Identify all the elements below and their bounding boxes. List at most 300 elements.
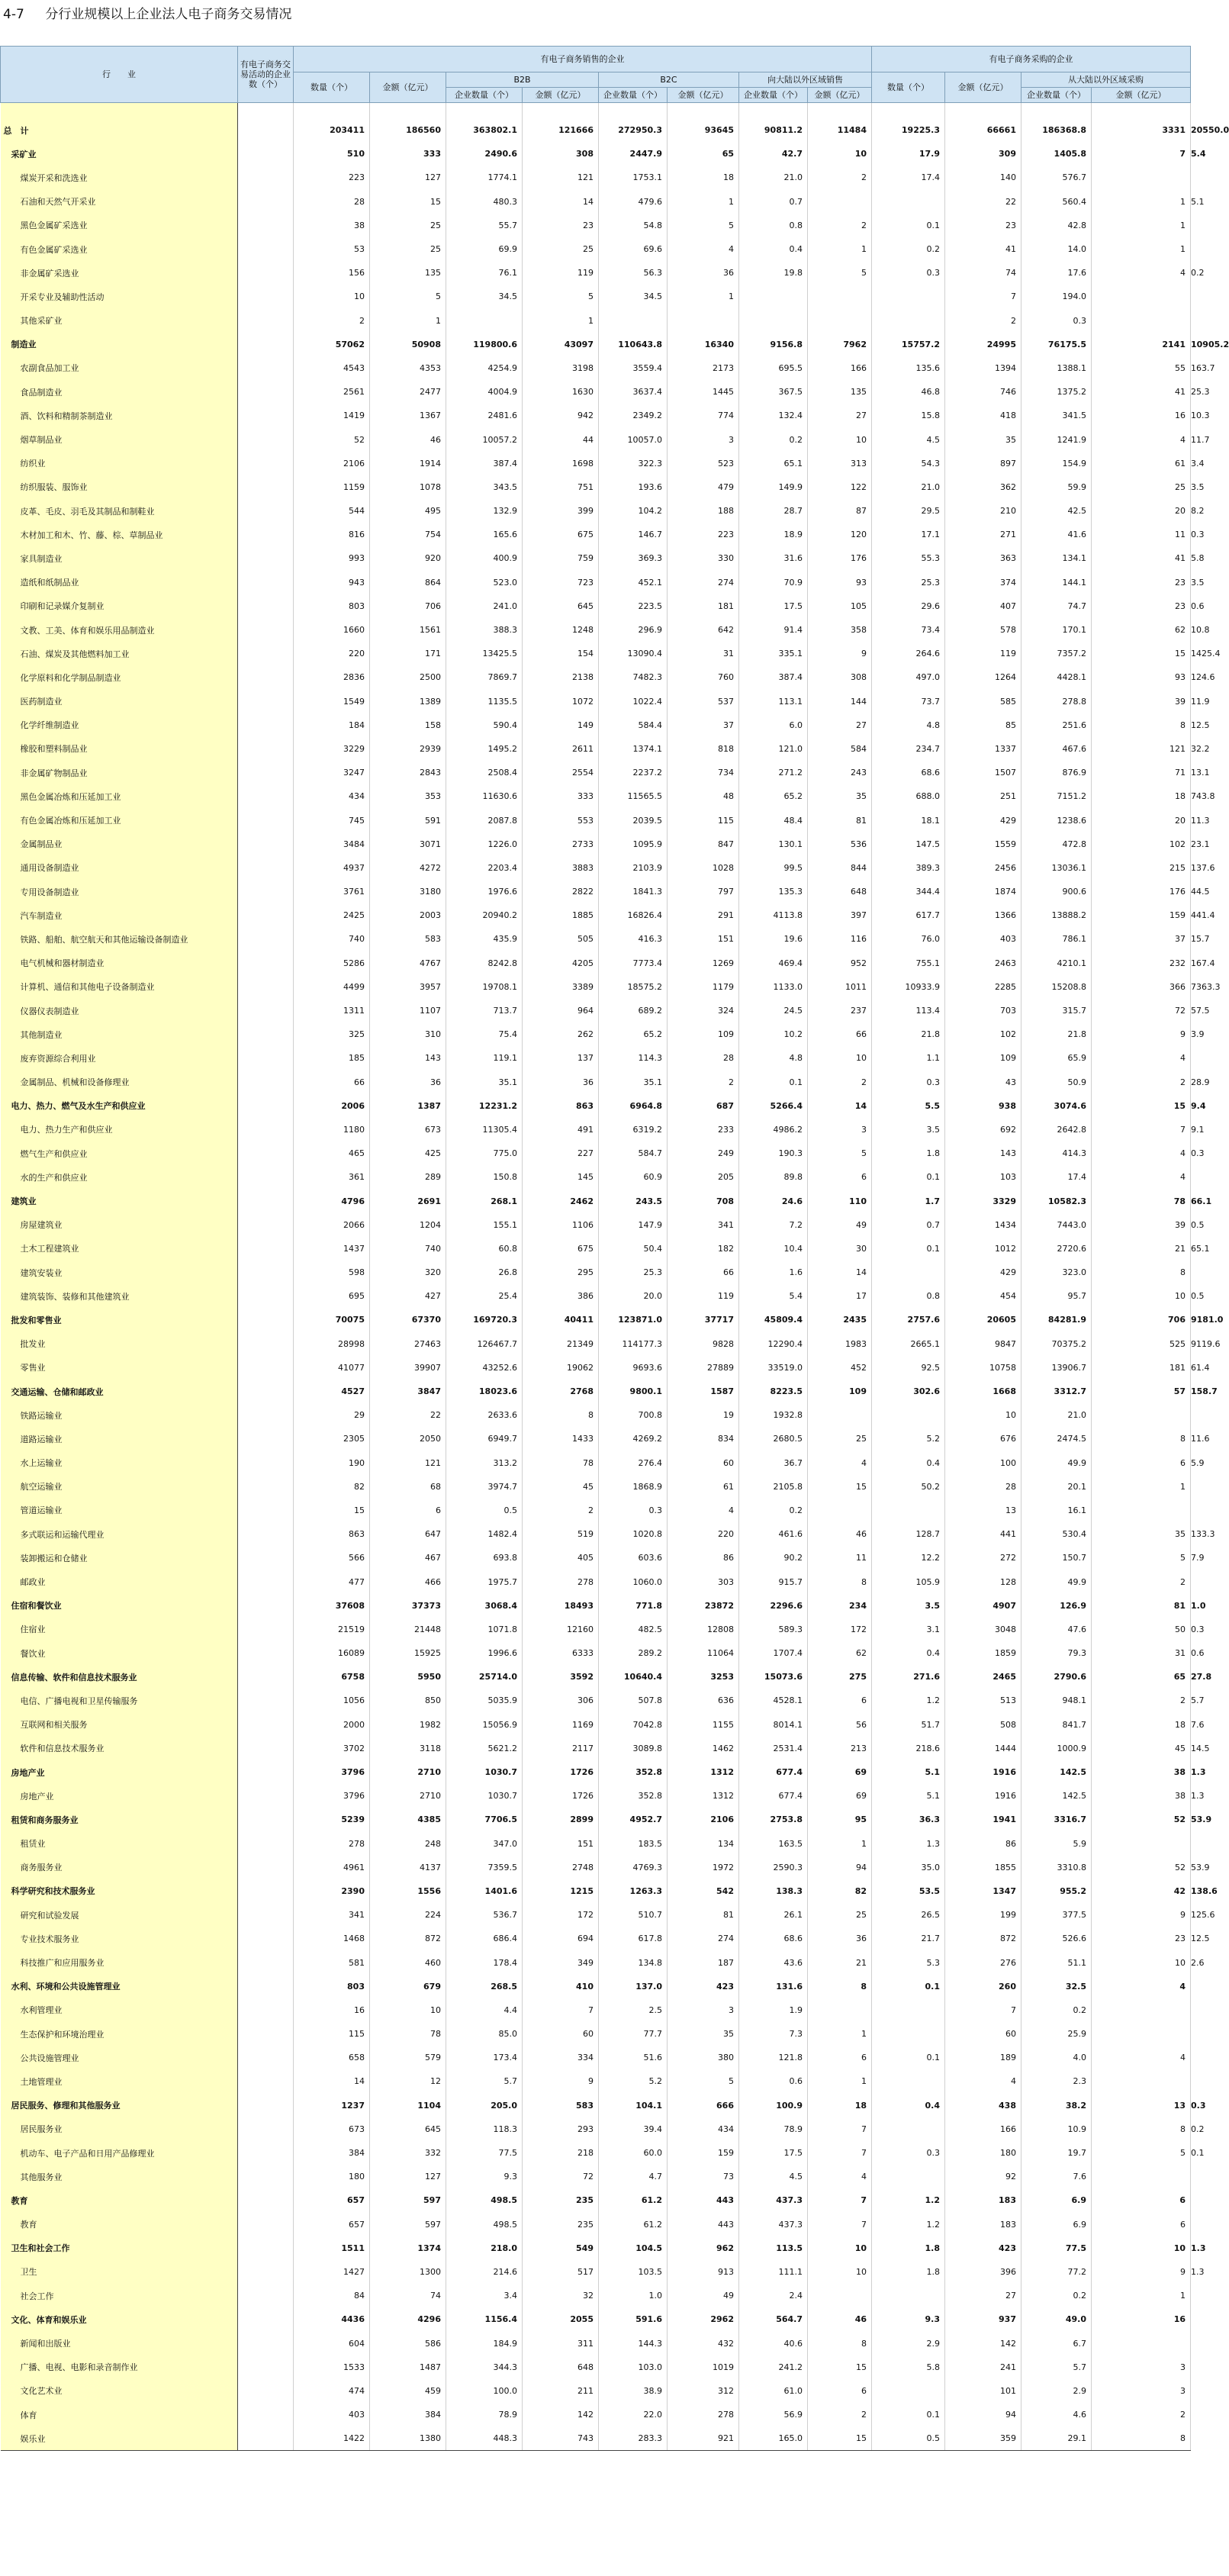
- value-cell: 403: [945, 927, 1021, 951]
- value-cell: 2006: [294, 1094, 370, 1118]
- spacer-cell: [238, 571, 294, 594]
- table-row: 房地产业 3796 2710 1030.7 1726 352.8 1312 677.4 69 5.1 1916 142.5 38 1.3: [1, 1784, 1191, 1808]
- industry-name: 开采专业及辅助性活动: [1, 285, 238, 308]
- value-cell: 0.2: [872, 237, 945, 261]
- value-cell: 5.4: [739, 1284, 808, 1308]
- value-cell: 50.9: [1021, 1071, 1092, 1094]
- value-cell: 566: [294, 1546, 370, 1570]
- value-cell: 5: [668, 214, 739, 237]
- value-cell: 15: [808, 1475, 872, 1499]
- value-cell: 1241.9: [1021, 427, 1092, 451]
- value-cell: 132.4: [739, 404, 808, 427]
- value-cell: 22: [370, 1403, 446, 1427]
- value-cell: 5239: [294, 1808, 370, 1831]
- value-cell: 452.1: [599, 571, 668, 594]
- value-cell: 82: [808, 1879, 872, 1903]
- value-cell: 1347: [945, 1879, 1021, 1903]
- value-cell: 429: [945, 808, 1021, 832]
- value-cell: 2: [808, 1071, 872, 1094]
- value-cell: 320: [370, 1261, 446, 1284]
- value-cell: 774: [668, 404, 739, 427]
- value-cell: 367.5: [739, 380, 808, 404]
- value-cell: 0.3: [872, 1071, 945, 1094]
- value-cell: 3198: [523, 356, 599, 380]
- value-cell: 5.1: [872, 1760, 945, 1784]
- value-cell: 387.4: [446, 452, 523, 475]
- value-cell: 4986.2: [739, 1118, 808, 1141]
- spacer-cell: [238, 1927, 294, 1950]
- industry-name: 科技推广和应用服务业: [1, 1950, 238, 1974]
- header-overseas-sales: 向大陆以外区域销售: [739, 72, 872, 88]
- value-cell: 1: [668, 285, 739, 308]
- value-cell: 180: [294, 2165, 370, 2188]
- value-cell: 7: [945, 285, 1021, 308]
- header-sales-group: 有电子商务销售的企业: [294, 47, 872, 72]
- value-cell: 32: [523, 2284, 599, 2307]
- value-cell: 67370: [370, 1308, 446, 1331]
- industry-name: 零售业: [1, 1356, 238, 1380]
- value-cell: 77.5: [446, 2141, 523, 2165]
- spacer-cell: [238, 499, 294, 523]
- value-cell: 3637.4: [599, 380, 668, 404]
- value-cell: 1511: [294, 2236, 370, 2260]
- value-cell: 181: [668, 594, 739, 618]
- value-cell: 5: [1092, 2141, 1191, 2165]
- value-cell: 234: [808, 1594, 872, 1618]
- value-cell: 37: [1092, 927, 1191, 951]
- value-cell: 68.6: [872, 761, 945, 784]
- table-row: [1, 2165, 1191, 2188]
- spacer-cell: [238, 1570, 294, 1593]
- value-cell: 6: [808, 2046, 872, 2069]
- value-cell: 4296: [370, 2307, 446, 2331]
- value-cell: 384: [370, 2403, 446, 2426]
- value-cell: 438: [945, 2094, 1021, 2117]
- value-cell: 26.5: [872, 1903, 945, 1927]
- value-cell: 25.4: [446, 1284, 523, 1308]
- value-cell: 1388.1: [1021, 356, 1092, 380]
- value-cell: 1: [1092, 237, 1191, 261]
- industry-name: 批发业: [1, 1332, 238, 1356]
- industry-name: 租赁业: [1, 1832, 238, 1856]
- value-cell: 5.3: [872, 1950, 945, 1974]
- value-cell: 121.8: [739, 2046, 808, 2069]
- spacer-cell: [238, 1332, 294, 1356]
- industry-name: 多式联运和运输代理业: [1, 1522, 238, 1546]
- spacer-cell: [238, 2069, 294, 2093]
- value-cell: 312: [668, 2379, 739, 2403]
- value-cell: 55.7: [446, 214, 523, 237]
- value-cell: 1422: [294, 2426, 370, 2451]
- data-table: [0, 46, 1229, 2451]
- value-cell: 658: [294, 2046, 370, 2069]
- value-cell: 388.3: [446, 618, 523, 642]
- value-cell: 91.4: [739, 618, 808, 642]
- value-cell: 2106: [668, 1808, 739, 1831]
- value-cell: 227: [523, 1141, 599, 1165]
- industry-name: 医药制造业: [1, 690, 238, 713]
- table-row: 批发业 28998 27463 126467.7 21349 114177.3 9828 12290.4 1983 2665.1 9847 70375.2 525 9119.6: [1, 1332, 1191, 1356]
- spacer-cell: [238, 2403, 294, 2426]
- value-cell: 105: [808, 594, 872, 618]
- value-cell: 10933.9: [872, 975, 945, 999]
- value-cell: 429: [945, 1261, 1021, 1284]
- value-cell: 35.1: [446, 1071, 523, 1094]
- table-row: [1, 2284, 1191, 2307]
- value-cell: 466: [370, 1570, 446, 1593]
- value-cell: 85: [945, 713, 1021, 737]
- table-row: [1, 2307, 1191, 2331]
- table-row: 总 计 203411 186560 363802.1 121666 272950.3 93645 90811.2 11484 19225.3 66661 186368.8 3331 20550.0: [1, 103, 1191, 143]
- value-cell: 3.1: [872, 1618, 945, 1641]
- value-cell: 330: [668, 546, 739, 570]
- value-cell: 344.4: [872, 880, 945, 903]
- value-cell: 537: [668, 690, 739, 713]
- value-cell: 425: [370, 1141, 446, 1165]
- value-cell: 0.7: [872, 1213, 945, 1237]
- value-cell: 2: [523, 1499, 599, 1522]
- value-cell: 432: [668, 2331, 739, 2355]
- value-cell: 469.4: [739, 952, 808, 975]
- value-cell: 121.0: [739, 737, 808, 761]
- value-cell: 480.3: [446, 190, 523, 214]
- value-cell: 536.7: [446, 1903, 523, 1927]
- value-cell: 333: [370, 142, 446, 166]
- value-cell: 6.7: [1021, 2331, 1092, 2355]
- value-cell: 344.3: [446, 2355, 523, 2379]
- value-cell: 4353: [370, 356, 446, 380]
- value-cell: 69: [808, 1784, 872, 1808]
- industry-name: 电信、广播电视和卫星传输服务: [1, 1689, 238, 1712]
- value-cell: 223: [294, 166, 370, 189]
- value-cell: 3331: [1092, 103, 1191, 143]
- value-cell: 86: [668, 1546, 739, 1570]
- value-cell: 549: [523, 2236, 599, 2260]
- value-cell: 2447.9: [599, 142, 668, 166]
- value-cell: 751: [523, 475, 599, 499]
- value-cell: 713.7: [446, 999, 523, 1022]
- value-cell: 5: [523, 285, 599, 308]
- value-cell: 19.7: [1021, 2141, 1092, 2165]
- value-cell: 1982: [370, 1713, 446, 1737]
- value-cell: 313: [808, 452, 872, 475]
- value-cell: 6.9: [1021, 2188, 1092, 2212]
- value-cell: 657: [294, 2188, 370, 2212]
- value-cell: 4.8: [739, 1046, 808, 1070]
- value-cell: 598: [294, 1261, 370, 1284]
- value-cell: 20940.2: [446, 903, 523, 927]
- value-cell: 70.9: [739, 571, 808, 594]
- value-cell: 474: [294, 2379, 370, 2403]
- spacer-cell: [238, 2188, 294, 2212]
- value-cell: 0.2: [1021, 2284, 1092, 2307]
- value-cell: 34.5: [446, 285, 523, 308]
- value-cell: 948.1: [1021, 1689, 1092, 1712]
- table-row: 科学研究和技术服务业 2390 1556 1401.6 1215 1263.3 542 138.3 82 53.5 1347 955.2 42 138.6: [1, 1879, 1191, 1903]
- value-cell: [1092, 1832, 1191, 1856]
- table-title: 分行业规模以上企业法人电子商务交易情况: [45, 7, 292, 22]
- spacer-cell: [238, 784, 294, 808]
- value-cell: 132.9: [446, 499, 523, 523]
- spacer-cell: [238, 1737, 294, 1760]
- spacer-cell: [238, 1975, 294, 1998]
- industry-name: 印刷和记录媒介复制业: [1, 594, 238, 618]
- value-cell: 20: [1092, 808, 1191, 832]
- value-cell: 2.3: [1021, 2069, 1092, 2093]
- industry-name: 研究和试验发展: [1, 1903, 238, 1927]
- value-cell: 786.1: [1021, 927, 1092, 951]
- industry-name: 科学研究和技术服务业: [1, 1879, 238, 1903]
- value-cell: 46: [370, 427, 446, 451]
- value-cell: 10: [945, 1403, 1021, 1427]
- value-cell: 700.8: [599, 1403, 668, 1427]
- value-cell: 479: [668, 475, 739, 499]
- value-cell: 20.1: [1021, 1475, 1092, 1499]
- value-cell: 32.5: [1021, 1975, 1092, 1998]
- spacer-cell: [238, 1046, 294, 1070]
- value-cell: 897: [945, 452, 1021, 475]
- value-cell: 87: [808, 499, 872, 523]
- page-title: [3, 3, 291, 26]
- value-cell: 454: [945, 1284, 1021, 1308]
- value-cell: 10: [294, 285, 370, 308]
- table-row: [1, 237, 1191, 261]
- spacer-cell: [238, 1403, 294, 1427]
- value-cell: 17.6: [1021, 261, 1092, 285]
- value-cell: 135: [808, 380, 872, 404]
- value-cell: 56.9: [739, 2403, 808, 2426]
- value-cell: 12808: [668, 1618, 739, 1641]
- value-cell: 1380: [370, 2426, 446, 2451]
- value-cell: 21.0: [739, 166, 808, 189]
- value-cell: 6.0: [739, 713, 808, 737]
- value-cell: 74: [370, 2284, 446, 2307]
- value-cell: 2611: [523, 737, 599, 761]
- value-cell: 366: [1092, 975, 1191, 999]
- header-b2b-firms: 企业数量（个）: [446, 88, 523, 103]
- value-cell: 72: [523, 2165, 599, 2188]
- industry-name: 餐饮业: [1, 1641, 238, 1665]
- value-cell: 31: [668, 642, 739, 665]
- table-row: 电力、热力、燃气及水生产和供应业 2006 1387 12231.2 863 6964.8 687 5266.4 14 5.5 938 3074.6 15 9.4: [1, 1094, 1191, 1118]
- industry-name: 水利、环境和公共设施管理业: [1, 1975, 238, 1998]
- value-cell: 410: [523, 1975, 599, 1998]
- value-cell: 283.3: [599, 2426, 668, 2451]
- value-cell: 9693.6: [599, 1356, 668, 1380]
- spacer-cell: [238, 1261, 294, 1284]
- value-cell: 9: [1092, 1903, 1191, 1927]
- value-cell: 5: [668, 2069, 739, 2093]
- value-cell: 7: [808, 2213, 872, 2236]
- table-row: [1, 1499, 1191, 1522]
- spacer-cell: [238, 546, 294, 570]
- industry-name: 纺织业: [1, 452, 238, 475]
- table-row: 土木工程建筑业 1437 740 60.8 675 50.4 182 10.4 30 0.1 1012 2720.6 21 65.1: [1, 1237, 1191, 1261]
- value-cell: 2000: [294, 1713, 370, 1737]
- spacer-cell: [238, 713, 294, 737]
- value-cell: 0.3: [872, 261, 945, 285]
- industry-name: 卫生: [1, 2260, 238, 2284]
- value-cell: 99.5: [739, 856, 808, 880]
- value-cell: 2: [1092, 1071, 1191, 1094]
- value-cell: 68: [370, 1475, 446, 1499]
- value-cell: [1092, 1998, 1191, 2022]
- value-cell: 145: [523, 1165, 599, 1189]
- value-cell: 49: [808, 1213, 872, 1237]
- value-cell: 29.5: [872, 499, 945, 523]
- value-cell: 0.4: [739, 237, 808, 261]
- value-cell: 1060.0: [599, 1570, 668, 1593]
- value-cell: 10: [808, 2260, 872, 2284]
- table-row: [1, 1475, 1191, 1499]
- value-cell: 4767: [370, 952, 446, 975]
- value-cell: 94: [945, 2403, 1021, 2426]
- spacer-cell: [238, 1998, 294, 2022]
- value-cell: 2138: [523, 665, 599, 689]
- value-cell: 3847: [370, 1380, 446, 1403]
- value-cell: 1405.8: [1021, 142, 1092, 166]
- value-cell: 5.9: [1021, 1832, 1092, 1856]
- value-cell: 38: [294, 214, 370, 237]
- spacer-cell: [238, 309, 294, 333]
- value-cell: 585: [945, 690, 1021, 713]
- value-cell: 73.4: [872, 618, 945, 642]
- industry-name: 房地产业: [1, 1784, 238, 1808]
- value-cell: 10: [370, 1998, 446, 2022]
- value-cell: 325: [294, 1022, 370, 1046]
- value-cell: 39: [1092, 690, 1191, 713]
- value-cell: 119800.6: [446, 333, 523, 356]
- value-cell: 677.4: [739, 1784, 808, 1808]
- value-cell: 3: [1092, 2355, 1191, 2379]
- value-cell: 2203.4: [446, 856, 523, 880]
- value-cell: 1.1: [872, 1046, 945, 1070]
- spacer-cell: [238, 1451, 294, 1475]
- spacer-cell: [238, 1760, 294, 1784]
- value-cell: 183: [945, 2188, 1021, 2212]
- value-cell: 25: [808, 1903, 872, 1927]
- value-cell: 407: [945, 594, 1021, 618]
- value-cell: [872, 285, 945, 308]
- value-cell: 8: [808, 1975, 872, 1998]
- value-cell: 479.6: [599, 190, 668, 214]
- value-cell: 268.5: [446, 1975, 523, 1998]
- value-cell: 10758: [945, 1356, 1021, 1380]
- value-cell: 93: [1092, 665, 1191, 689]
- value-cell: 3118: [370, 1737, 446, 1760]
- value-cell: 416.3: [599, 927, 668, 951]
- value-cell: 2790.6: [1021, 1665, 1092, 1689]
- value-cell: 36: [668, 261, 739, 285]
- value-cell: 8: [1092, 1427, 1191, 1451]
- industry-name: 机动车、电子产品和日用产品修理业: [1, 2141, 238, 2165]
- value-cell: 1668: [945, 1380, 1021, 1403]
- value-cell: 434: [294, 784, 370, 808]
- value-cell: 2531.4: [739, 1737, 808, 1760]
- value-cell: 110643.8: [599, 333, 668, 356]
- value-cell: 1: [523, 309, 599, 333]
- value-cell: 1269: [668, 952, 739, 975]
- value-cell: 362: [945, 475, 1021, 499]
- value-cell: 4: [668, 1499, 739, 1522]
- value-cell: 16826.4: [599, 903, 668, 927]
- value-cell: [1092, 2022, 1191, 2046]
- value-cell: 224: [370, 1903, 446, 1927]
- value-cell: 1028: [668, 856, 739, 880]
- table-row: 多式联运和运输代理业 863 647 1482.4 519 1020.8 220 461.6 46 128.7 441 530.4 35 133.3: [1, 1522, 1191, 1546]
- table-row: 水上运输业 190 121 313.2 78 276.4 60 36.7 4 0.4 100 49.9 6 5.9: [1, 1451, 1191, 1475]
- value-cell: [872, 2165, 945, 2188]
- value-cell: 144: [808, 690, 872, 713]
- value-cell: 5.7: [446, 2069, 523, 2093]
- value-cell: 291: [668, 903, 739, 927]
- value-cell: 150.7: [1021, 1546, 1092, 1570]
- value-cell: 142.5: [1021, 1760, 1092, 1784]
- value-cell: 10: [808, 427, 872, 451]
- value-cell: 341: [294, 1903, 370, 1927]
- value-cell: 81: [808, 808, 872, 832]
- spacer-cell: [238, 261, 294, 285]
- value-cell: 10582.3: [1021, 1189, 1092, 1212]
- value-cell: 363802.1: [446, 103, 523, 143]
- value-cell: 65.1: [739, 452, 808, 475]
- value-cell: 414.3: [1021, 1141, 1092, 1165]
- value-cell: 740: [370, 1237, 446, 1261]
- value-cell: 127: [370, 166, 446, 189]
- industry-name: 水上运输业: [1, 1451, 238, 1475]
- value-cell: 1011: [808, 975, 872, 999]
- value-cell: 21519: [294, 1618, 370, 1641]
- value-cell: 3974.7: [446, 1475, 523, 1499]
- value-cell: 9847: [945, 1332, 1021, 1356]
- value-cell: 100.0: [446, 2379, 523, 2403]
- value-cell: 7: [808, 2188, 872, 2212]
- value-cell: 4: [808, 1451, 872, 1475]
- value-cell: 171: [370, 642, 446, 665]
- value-cell: 1533: [294, 2355, 370, 2379]
- value-cell: 584.4: [599, 713, 668, 737]
- value-cell: 47.6: [1021, 1618, 1092, 1641]
- value-cell: 165.0: [739, 2426, 808, 2451]
- table-row: 燃气生产和供应业 465 425 775.0 227 584.7 249 190.3 5 1.8 143 414.3 4 0.3: [1, 1141, 1191, 1165]
- spacer-cell: [238, 2379, 294, 2403]
- value-cell: 109: [945, 1046, 1021, 1070]
- value-cell: 5.5: [872, 1094, 945, 1118]
- value-cell: 4769.3: [599, 1856, 668, 1879]
- value-cell: 1401.6: [446, 1879, 523, 1903]
- value-cell: 2: [808, 2403, 872, 2426]
- value-cell: 21.0: [872, 475, 945, 499]
- value-cell: 276: [945, 1950, 1021, 1974]
- value-cell: 1204: [370, 1213, 446, 1237]
- value-cell: 2720.6: [1021, 1237, 1092, 1261]
- value-cell: 151: [523, 1832, 599, 1856]
- value-cell: 190: [294, 1451, 370, 1475]
- table-row: 皮革、毛皮、羽毛及其制品和制鞋业 544 495 132.9 399 104.2 188 28.7 87 29.5 210 42.5 20 8.2: [1, 499, 1191, 523]
- value-cell: 237: [808, 999, 872, 1022]
- value-cell: 477: [294, 1570, 370, 1593]
- value-cell: 2173: [668, 356, 739, 380]
- value-cell: 210: [945, 499, 1021, 523]
- value-cell: 0.1: [872, 1975, 945, 1998]
- value-cell: 128.7: [872, 1522, 945, 1546]
- value-cell: 26.8: [446, 1261, 523, 1284]
- value-cell: 803: [294, 594, 370, 618]
- industry-name: 汽车制造业: [1, 903, 238, 927]
- spacer-cell: [238, 103, 294, 143]
- value-cell: 1972: [668, 1856, 739, 1879]
- value-cell: 113.4: [872, 999, 945, 1022]
